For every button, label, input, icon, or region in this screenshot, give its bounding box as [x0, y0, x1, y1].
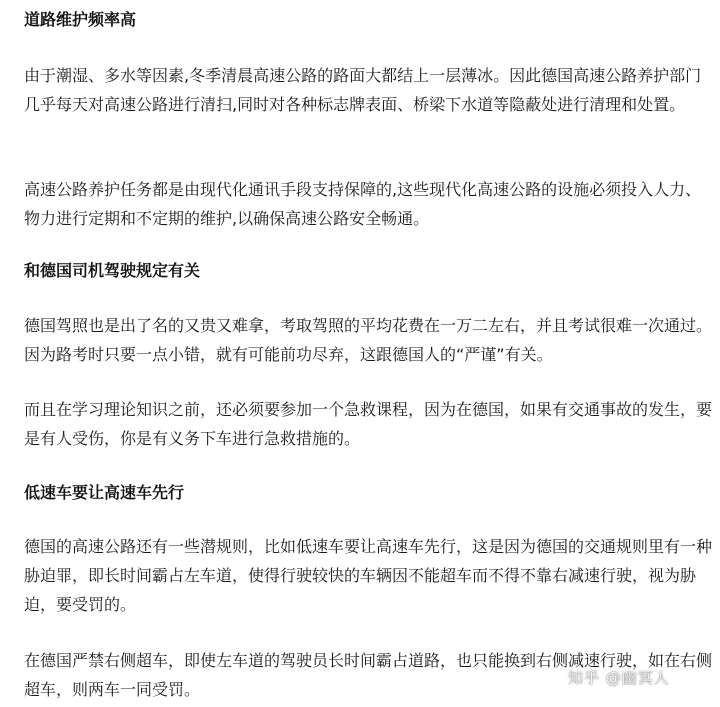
paragraph: 在德国严禁右侧超车，即使左车道的驾驶员长时间霸占道路，也只能换到右侧减速行驶，如在右侧超车，则两车一同受罚。	[24, 651, 713, 699]
paragraph: 德国驾照也是出了名的又贵又难拿，考取驾照的平均花费在一万二左右，并且考试很难一次通过。因为路考时只要一点小错，就有可能前功尽弃，这跟德国人的“严谨”有关。	[24, 316, 713, 364]
section-heading-road-maintenance: 道路维护频率高	[24, 10, 137, 29]
zhihu-watermark: 知乎 @幽冥人	[568, 669, 670, 687]
paragraph: 由于潮湿、多水等因素,冬季清晨高速公路的路面大都结上一层薄冰。因此德国高速公路养护部门几乎每天对高速公路进行清扫,同时对各种标志牌表面、桥梁下水道等隐蔽处进行清理和处置。	[24, 66, 702, 114]
section-heading-driver-rules: 和德国司机驾驶规定有关	[24, 261, 201, 280]
paragraph: 德国的高速公路还有一些潜规则，比如低速车要让高速车先行，这是因为德国的交通规则里有一种胁迫罪，即长时间霸占左车道，使得行驶较快的车辆因不能超车而不得不靠右减速行驶，视为胁迫，要受罚的。	[24, 537, 713, 614]
paragraph: 高速公路养护任务都是由现代化通讯手段支持保障的,这些现代化高速公路的设施必须投入人力、物力进行定期和不定期的维护,以确保高速公路安全畅通。	[24, 180, 702, 228]
paragraph: 而且在学习理论知识之前，还必须要参加一个急救课程，因为在德国，如果有交通事故的发生，要是有人受伤，你是有义务下车进行急救措施的。	[24, 400, 713, 448]
section-heading-slow-yield-fast: 低速车要让高速车先行	[24, 483, 185, 502]
